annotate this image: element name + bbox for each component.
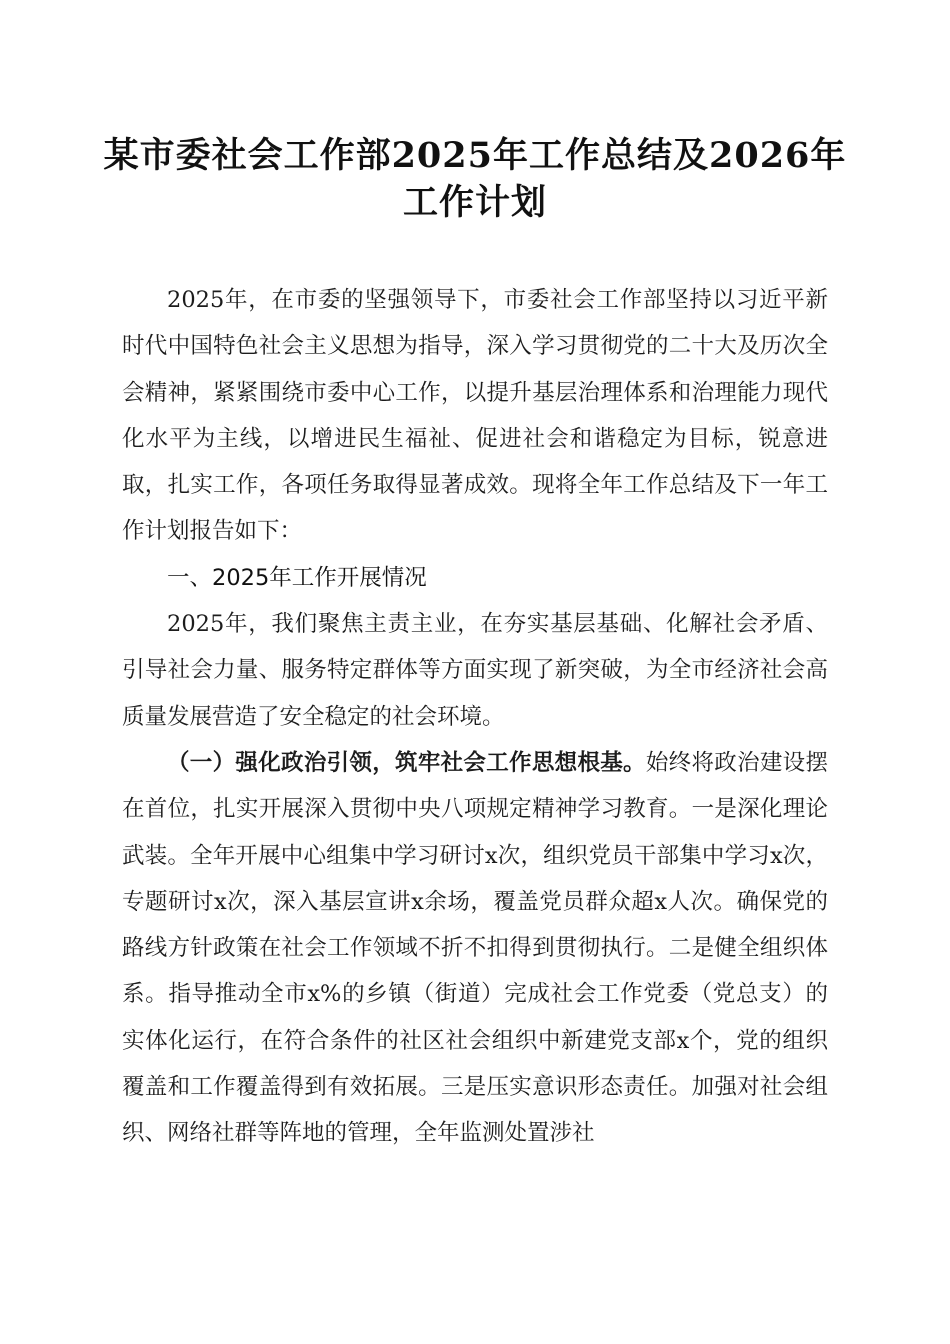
intro-paragraph: 2025年，在市委的坚强领导下，市委社会工作部坚持以习近平新时代中国特色社会主义思想为指导，深入学习贯彻党的二十大及历次全会精神，紧紧围绕市委中心工作，以提升基层治理体系和治理能力现代化水平为主线，以增进民生福祉、促进社会和谐稳定为目标，锐意进取，扎实工作，各项任务取得显著成效。现将全年工作总结及下一年工作计划报告如下： — [122, 287, 828, 545]
document-title: 某市委社会工作部2025年工作总结及2026年工作计划 — [103, 135, 847, 223]
subsection-body: 始终将政治建设摆在首位，扎实开展深入贯彻中央八项规定精神学习教育。一是深化理论武装。全年开展中心组集中学习研讨x次，组织党员干部集中学习x次，专题研讨x次，深入基层宣讲x余场，覆盖党员群众超x人次。确保党的路线方针政策在社会工作领域不折不扣得到贯彻执行。二是健全组织体系。指导推动全市x%的乡镇（街道）完成社会工作党委（党总支）的实体化运行，在符合条件的社区社会组织中新建党支部x个，党的组织覆盖和工作覆盖得到有效拓展。三是压实意识形态责任。加强对社会组织、网络社群等阵地的管理，全年监测处置涉社 — [122, 749, 828, 1147]
subsection-paragraph — [122, 740, 828, 1157]
document-body — [122, 277, 828, 1157]
subsection-heading: （一）强化政治引领，筑牢社会工作思想根基。 — [167, 749, 646, 776]
section-heading: 一、2025年工作开展情况 — [167, 564, 427, 591]
section-intro-paragraph: 2025年，我们聚焦主责主业，在夯实基层基础、化解社会矛盾、引导社会力量、服务特定群体等方面实现了新突破，为全市经济社会高质量发展营造了安全稳定的社会环境。 — [122, 611, 828, 730]
